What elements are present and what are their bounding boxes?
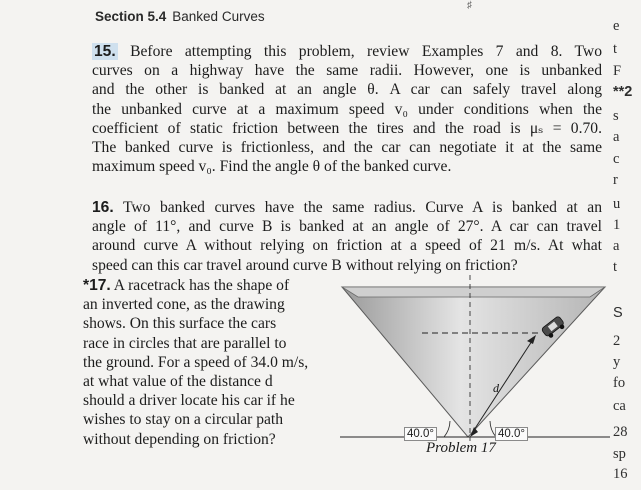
problem-number: 15. <box>94 43 116 60</box>
margin-fragment: u <box>613 196 621 212</box>
figure-caption: Problem 17 <box>426 440 496 456</box>
angle-label-right: 40.0° <box>495 427 528 441</box>
margin-fragment: r <box>613 172 618 188</box>
margin-fragment: a <box>613 238 620 254</box>
margin-fragment: **2 <box>613 84 633 100</box>
problem-line: angle of 11°, and curve B is banked at an angle of 27°. A car can travel <box>92 218 602 236</box>
problem-line: wishes to stay on a circular path <box>83 411 284 429</box>
problem-line: Before attempting this problem, review Examples 7 and 8. Two <box>130 43 602 60</box>
cone-rim <box>342 287 605 297</box>
problem-line: maximum speed v₀. Find the angle θ of the banked curve. <box>92 158 452 176</box>
section-title: Banked Curves <box>172 9 265 24</box>
cone-surface <box>342 287 605 437</box>
problem-line: coefficient of static friction between the tires and the road is μₛ = 0.70. <box>92 119 602 137</box>
margin-fragment: 1 <box>613 217 621 233</box>
margin-fragment: y <box>613 354 621 370</box>
margin-fragment: F <box>613 63 622 79</box>
problem-line: A racetrack has the shape of <box>113 277 290 294</box>
problem-line: the unbanked curve at a maximum speed v₀ under conditions when the <box>92 100 602 118</box>
problem-line: curves on a highway have the same radii. However, one is unbanked <box>92 62 602 80</box>
section-header <box>95 9 265 24</box>
problem-line: speed can this car travel around curve B without relying on friction? <box>92 256 518 274</box>
top-margin-mark: ♯ <box>467 0 472 11</box>
angle-arc-left <box>444 421 450 437</box>
problem-16 <box>92 198 602 275</box>
problem-line: without depending on friction? <box>83 430 276 448</box>
distance-label: d <box>493 381 499 395</box>
angle-label-left: 40.0° <box>404 427 437 441</box>
problem-15 <box>92 42 602 176</box>
margin-fragment: c <box>613 151 620 167</box>
problem-line: at what value of the distance d <box>83 373 273 391</box>
margin-fragment: sp <box>613 446 626 462</box>
problem-line: race in circles that are parallel to <box>83 334 287 352</box>
problem-line: should a driver locate his car if he <box>83 392 295 410</box>
margin-fragment: t <box>613 259 618 275</box>
problem-line: an inverted cone, as the drawing <box>83 296 285 314</box>
adjacent-column-fragments <box>613 0 641 483</box>
problem-line: Two banked curves have the same radius. Curve A is banked at an <box>122 199 602 216</box>
margin-fragment: S <box>613 305 623 321</box>
section-number: Section 5.4 <box>95 9 167 24</box>
margin-fragment: t <box>613 41 618 57</box>
problem-line: the ground. For a speed of 34.0 m/s, <box>83 353 309 371</box>
margin-fragment: s <box>613 108 619 124</box>
margin-fragment: 16 <box>613 466 628 482</box>
margin-fragment: 28 <box>613 424 628 440</box>
margin-fragment: a <box>613 129 620 145</box>
problem-line: shows. On this surface the cars <box>83 315 277 333</box>
problem-17 <box>83 276 323 449</box>
problem-number: *17. <box>83 277 111 294</box>
margin-fragment: e <box>613 18 620 34</box>
problem-number: 16. <box>92 199 114 216</box>
problem-line: The banked curve is frictionless, and the car can negotiate it at the same <box>92 139 602 157</box>
margin-fragment: ca <box>613 398 626 414</box>
margin-fragment: 2 <box>613 333 621 349</box>
problem-line: and the other is banked at an angle θ. A car can safely travel along <box>92 81 602 99</box>
problem-line: around curve A without relying on friction at a speed of 21 m/s. At what <box>92 237 602 255</box>
margin-fragment: fo <box>613 375 626 391</box>
